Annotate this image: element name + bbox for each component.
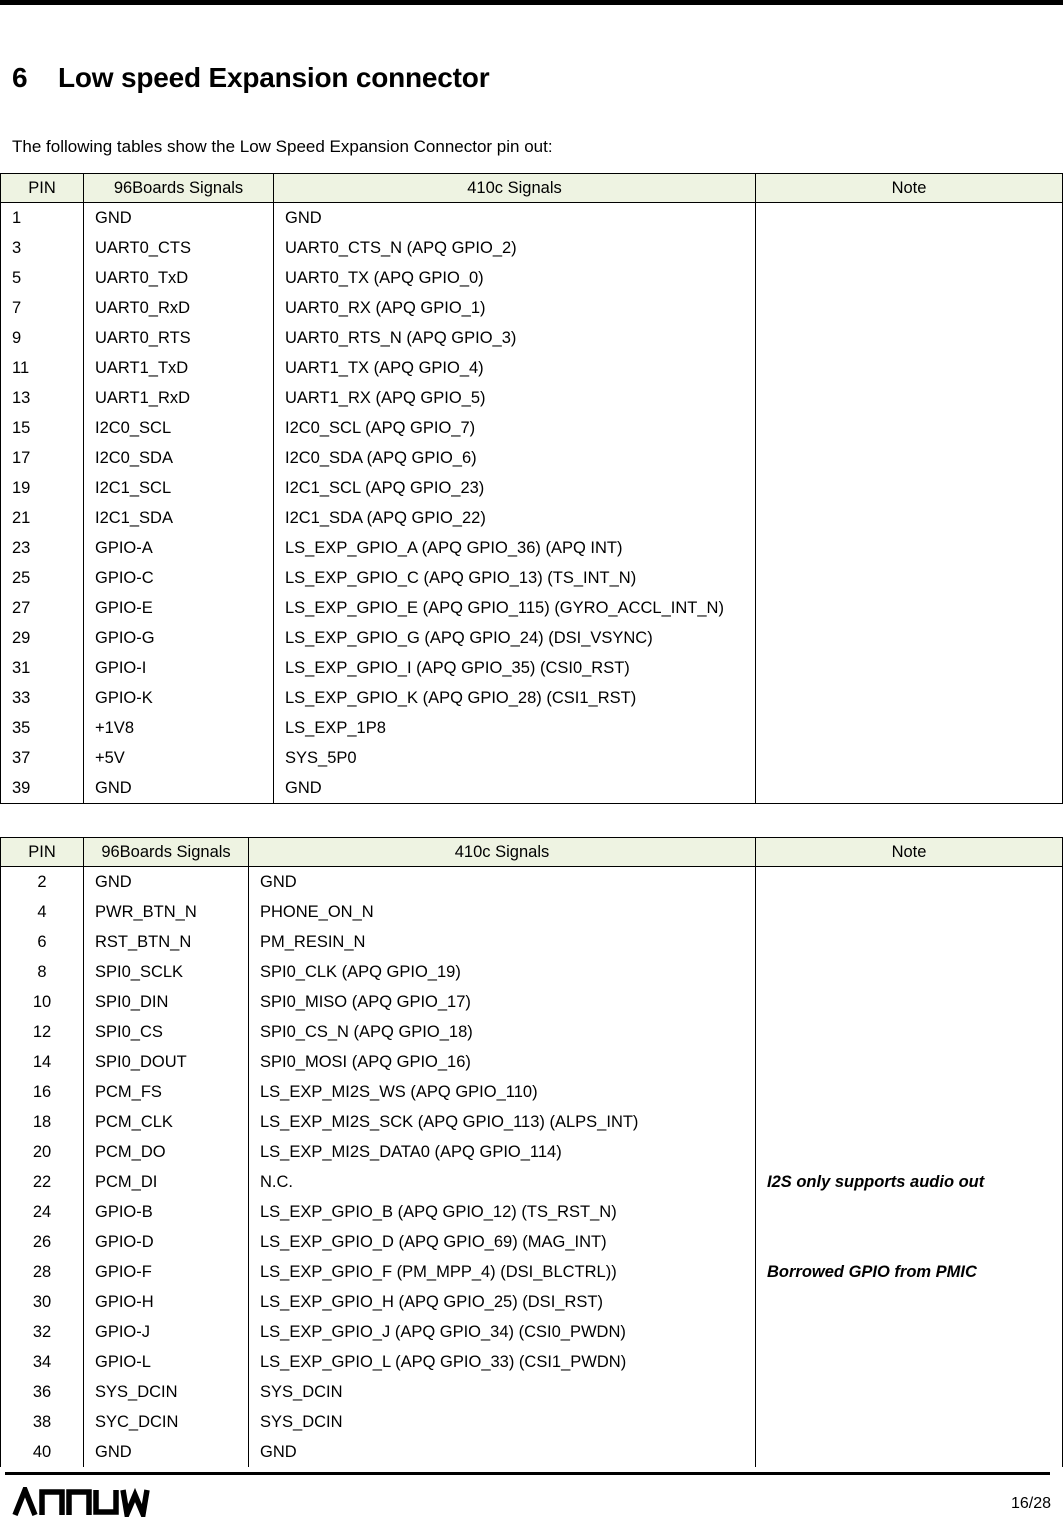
odd-pins-body bbox=[1, 203, 1063, 804]
soc-signal: LS_EXP_GPIO_A (APQ GPIO_36) (APQ INT) bbox=[274, 533, 756, 563]
soc-signal: LS_EXP_MI2S_DATA0 (APQ GPIO_114) bbox=[249, 1137, 756, 1167]
soc-signal: LS_EXP_GPIO_F (PM_MPP_4) (DSI_BLCTRL)) bbox=[249, 1257, 756, 1287]
boards-signal: SPI0_DIN bbox=[84, 987, 249, 1017]
note-cell bbox=[756, 1317, 1063, 1347]
even-pins-body bbox=[1, 867, 1063, 1468]
table-row bbox=[1, 1047, 1063, 1077]
pin-number: 1 bbox=[1, 203, 84, 234]
pin-number: 19 bbox=[1, 473, 84, 503]
pin-number: 2 bbox=[1, 867, 84, 898]
note-cell bbox=[756, 203, 1063, 234]
pin-number: 4 bbox=[1, 897, 84, 927]
soc-signal: LS_EXP_MI2S_SCK (APQ GPIO_113) (ALPS_INT) bbox=[249, 1107, 756, 1137]
soc-signal: LS_EXP_GPIO_J (APQ GPIO_34) (CSI0_PWDN) bbox=[249, 1317, 756, 1347]
table-row bbox=[1, 1167, 1063, 1197]
pin-number: 15 bbox=[1, 413, 84, 443]
pin-number: 6 bbox=[1, 927, 84, 957]
boards-signal: GND bbox=[84, 1437, 249, 1467]
section-heading bbox=[12, 62, 489, 94]
boards-signal: PCM_DO bbox=[84, 1137, 249, 1167]
table-row bbox=[1, 1317, 1063, 1347]
table-row bbox=[1, 473, 1063, 503]
boards-signal: I2C1_SDA bbox=[84, 503, 274, 533]
note-cell bbox=[756, 293, 1063, 323]
boards-signal: UART0_RTS bbox=[84, 323, 274, 353]
pin-number: 35 bbox=[1, 713, 84, 743]
boards-signal: GPIO-L bbox=[84, 1347, 249, 1377]
pin-number: 10 bbox=[1, 987, 84, 1017]
note-cell bbox=[756, 1407, 1063, 1437]
pin-number: 26 bbox=[1, 1227, 84, 1257]
boards-signal: GPIO-I bbox=[84, 653, 274, 683]
table-row bbox=[1, 1017, 1063, 1047]
soc-signal: UART0_CTS_N (APQ GPIO_2) bbox=[274, 233, 756, 263]
section-title: Low speed Expansion connector bbox=[58, 62, 490, 93]
boards-signal: I2C0_SDA bbox=[84, 443, 274, 473]
boards-signal: SYC_DCIN bbox=[84, 1407, 249, 1437]
soc-signal: SPI0_MISO (APQ GPIO_17) bbox=[249, 987, 756, 1017]
pin-number: 5 bbox=[1, 263, 84, 293]
table-row bbox=[1, 233, 1063, 263]
pin-number: 29 bbox=[1, 623, 84, 653]
pin-number: 27 bbox=[1, 593, 84, 623]
table-row bbox=[1, 1377, 1063, 1407]
pin-number: 14 bbox=[1, 1047, 84, 1077]
note-cell bbox=[756, 897, 1063, 927]
note-cell bbox=[756, 563, 1063, 593]
soc-signal: LS_EXP_GPIO_K (APQ GPIO_28) (CSI1_RST) bbox=[274, 683, 756, 713]
boards-signal: GND bbox=[84, 867, 249, 898]
note-cell bbox=[756, 263, 1063, 293]
pin-number: 25 bbox=[1, 563, 84, 593]
note-cell bbox=[756, 867, 1063, 898]
pin-number: 28 bbox=[1, 1257, 84, 1287]
table-row bbox=[1, 653, 1063, 683]
note-cell bbox=[756, 683, 1063, 713]
table-row bbox=[1, 743, 1063, 773]
header-410c-signals: 410c Signals bbox=[274, 174, 756, 203]
boards-signal: UART0_TxD bbox=[84, 263, 274, 293]
table-row bbox=[1, 987, 1063, 1017]
soc-signal: GND bbox=[274, 773, 756, 804]
pin-number: 9 bbox=[1, 323, 84, 353]
table-row bbox=[1, 413, 1063, 443]
soc-signal: LS_EXP_1P8 bbox=[274, 713, 756, 743]
pin-number: 21 bbox=[1, 503, 84, 533]
note-cell bbox=[756, 1197, 1063, 1227]
note-cell bbox=[756, 1347, 1063, 1377]
pin-number: 32 bbox=[1, 1317, 84, 1347]
note-cell: Borrowed GPIO from PMIC bbox=[756, 1257, 1063, 1287]
soc-signal: LS_EXP_GPIO_B (APQ GPIO_12) (TS_RST_N) bbox=[249, 1197, 756, 1227]
soc-signal: SYS_5P0 bbox=[274, 743, 756, 773]
pin-number: 40 bbox=[1, 1437, 84, 1467]
note-cell bbox=[756, 593, 1063, 623]
table-row bbox=[1, 683, 1063, 713]
header-96boards-signals: 96Boards Signals bbox=[84, 174, 274, 203]
table-row bbox=[1, 593, 1063, 623]
note-cell bbox=[756, 533, 1063, 563]
header-410c-signals: 410c Signals bbox=[249, 838, 756, 867]
note-cell bbox=[756, 773, 1063, 804]
table-row bbox=[1, 503, 1063, 533]
pin-number: 8 bbox=[1, 957, 84, 987]
boards-signal: GPIO-D bbox=[84, 1227, 249, 1257]
soc-signal: UART1_RX (APQ GPIO_5) bbox=[274, 383, 756, 413]
header-96boards-signals: 96Boards Signals bbox=[84, 838, 249, 867]
pin-number: 37 bbox=[1, 743, 84, 773]
soc-signal: UART0_RTS_N (APQ GPIO_3) bbox=[274, 323, 756, 353]
pin-number: 13 bbox=[1, 383, 84, 413]
soc-signal: LS_EXP_GPIO_G (APQ GPIO_24) (DSI_VSYNC) bbox=[274, 623, 756, 653]
even-pins-table bbox=[0, 837, 1063, 1467]
note-cell bbox=[756, 1017, 1063, 1047]
pin-number: 23 bbox=[1, 533, 84, 563]
note-cell bbox=[756, 927, 1063, 957]
boards-signal: UART1_RxD bbox=[84, 383, 274, 413]
soc-signal: LS_EXP_GPIO_E (APQ GPIO_115) (GYRO_ACCL_INT_N) bbox=[274, 593, 756, 623]
table-row bbox=[1, 1137, 1063, 1167]
pin-number: 11 bbox=[1, 353, 84, 383]
note-cell bbox=[756, 353, 1063, 383]
soc-signal: LS_EXP_GPIO_D (APQ GPIO_69) (MAG_INT) bbox=[249, 1227, 756, 1257]
note-cell bbox=[756, 383, 1063, 413]
boards-signal: +5V bbox=[84, 743, 274, 773]
arrow-logo bbox=[12, 1487, 150, 1522]
note-cell bbox=[756, 623, 1063, 653]
table-row bbox=[1, 623, 1063, 653]
soc-signal: LS_EXP_MI2S_WS (APQ GPIO_110) bbox=[249, 1077, 756, 1107]
soc-signal: I2C0_SCL (APQ GPIO_7) bbox=[274, 413, 756, 443]
arrow-logo-mark bbox=[12, 1487, 150, 1517]
table-row bbox=[1, 203, 1063, 234]
pin-number: 3 bbox=[1, 233, 84, 263]
note-cell bbox=[756, 743, 1063, 773]
table-row bbox=[1, 1287, 1063, 1317]
note-cell bbox=[756, 987, 1063, 1017]
boards-signal: PCM_FS bbox=[84, 1077, 249, 1107]
note-cell bbox=[756, 1107, 1063, 1137]
note-cell bbox=[756, 473, 1063, 503]
note-cell bbox=[756, 713, 1063, 743]
boards-signal: PCM_DI bbox=[84, 1167, 249, 1197]
soc-signal: I2C0_SDA (APQ GPIO_6) bbox=[274, 443, 756, 473]
header-note: Note bbox=[756, 174, 1063, 203]
soc-signal: SYS_DCIN bbox=[249, 1407, 756, 1437]
table-row bbox=[1, 533, 1063, 563]
boards-signal: GPIO-H bbox=[84, 1287, 249, 1317]
soc-signal: UART0_RX (APQ GPIO_1) bbox=[274, 293, 756, 323]
pin-number: 34 bbox=[1, 1347, 84, 1377]
note-cell: I2S only supports audio out bbox=[756, 1167, 1063, 1197]
soc-signal: SYS_DCIN bbox=[249, 1377, 756, 1407]
boards-signal: PWR_BTN_N bbox=[84, 897, 249, 927]
soc-signal: LS_EXP_GPIO_L (APQ GPIO_33) (CSI1_PWDN) bbox=[249, 1347, 756, 1377]
table-row bbox=[1, 773, 1063, 804]
pin-number: 31 bbox=[1, 653, 84, 683]
pin-number: 22 bbox=[1, 1167, 84, 1197]
boards-signal: I2C1_SCL bbox=[84, 473, 274, 503]
soc-signal: I2C1_SCL (APQ GPIO_23) bbox=[274, 473, 756, 503]
soc-signal: LS_EXP_GPIO_H (APQ GPIO_25) (DSI_RST) bbox=[249, 1287, 756, 1317]
table-row bbox=[1, 1107, 1063, 1137]
note-cell bbox=[756, 443, 1063, 473]
table-row bbox=[1, 353, 1063, 383]
header-pin: PIN bbox=[1, 838, 84, 867]
table-row bbox=[1, 1197, 1063, 1227]
note-cell bbox=[756, 233, 1063, 263]
table-row bbox=[1, 957, 1063, 987]
soc-signal: SPI0_MOSI (APQ GPIO_16) bbox=[249, 1047, 756, 1077]
table-row bbox=[1, 323, 1063, 353]
soc-signal: GND bbox=[249, 1437, 756, 1467]
footer-rule bbox=[5, 1472, 1050, 1475]
table-row bbox=[1, 927, 1063, 957]
boards-signal: +1V8 bbox=[84, 713, 274, 743]
boards-signal: GND bbox=[84, 773, 274, 804]
table-row bbox=[1, 1227, 1063, 1257]
note-cell bbox=[756, 1137, 1063, 1167]
boards-signal: UART1_TxD bbox=[84, 353, 274, 383]
boards-signal: GPIO-F bbox=[84, 1257, 249, 1287]
note-cell bbox=[756, 1077, 1063, 1107]
note-cell bbox=[756, 1287, 1063, 1317]
note-cell bbox=[756, 1437, 1063, 1467]
soc-signal: I2C1_SDA (APQ GPIO_22) bbox=[274, 503, 756, 533]
pin-number: 16 bbox=[1, 1077, 84, 1107]
note-cell bbox=[756, 1227, 1063, 1257]
pin-number: 33 bbox=[1, 683, 84, 713]
table-row bbox=[1, 563, 1063, 593]
boards-signal: GPIO-J bbox=[84, 1317, 249, 1347]
table-header-row bbox=[1, 838, 1063, 867]
boards-signal: GPIO-A bbox=[84, 533, 274, 563]
table-row bbox=[1, 1077, 1063, 1107]
boards-signal: GPIO-C bbox=[84, 563, 274, 593]
table-row bbox=[1, 713, 1063, 743]
table-row bbox=[1, 867, 1063, 898]
soc-signal: SPI0_CS_N (APQ GPIO_18) bbox=[249, 1017, 756, 1047]
boards-signal: GPIO-E bbox=[84, 593, 274, 623]
section-number: 6 bbox=[12, 62, 28, 93]
soc-signal: LS_EXP_GPIO_C (APQ GPIO_13) (TS_INT_N) bbox=[274, 563, 756, 593]
boards-signal: I2C0_SCL bbox=[84, 413, 274, 443]
table-header-row bbox=[1, 174, 1063, 203]
boards-signal: GPIO-K bbox=[84, 683, 274, 713]
pin-number: 39 bbox=[1, 773, 84, 804]
boards-signal: GPIO-G bbox=[84, 623, 274, 653]
table-row bbox=[1, 1257, 1063, 1287]
soc-signal: UART1_TX (APQ GPIO_4) bbox=[274, 353, 756, 383]
pin-number: 7 bbox=[1, 293, 84, 323]
note-cell bbox=[756, 323, 1063, 353]
soc-signal: N.C. bbox=[249, 1167, 756, 1197]
note-cell bbox=[756, 503, 1063, 533]
boards-signal: PCM_CLK bbox=[84, 1107, 249, 1137]
table-row bbox=[1, 263, 1063, 293]
boards-signal: SPI0_DOUT bbox=[84, 1047, 249, 1077]
boards-signal: UART0_RxD bbox=[84, 293, 274, 323]
note-cell bbox=[756, 1377, 1063, 1407]
soc-signal: GND bbox=[274, 203, 756, 234]
table-row bbox=[1, 1347, 1063, 1377]
pin-number: 20 bbox=[1, 1137, 84, 1167]
soc-signal: UART0_TX (APQ GPIO_0) bbox=[274, 263, 756, 293]
boards-signal: SPI0_SCLK bbox=[84, 957, 249, 987]
intro-text: The following tables show the Low Speed Expansion Connector pin out: bbox=[12, 137, 553, 156]
soc-signal: PM_RESIN_N bbox=[249, 927, 756, 957]
boards-signal: RST_BTN_N bbox=[84, 927, 249, 957]
boards-signal: UART0_CTS bbox=[84, 233, 274, 263]
soc-signal: GND bbox=[249, 867, 756, 898]
header-pin: PIN bbox=[1, 174, 84, 203]
note-cell bbox=[756, 957, 1063, 987]
boards-signal: GND bbox=[84, 203, 274, 234]
table-row bbox=[1, 897, 1063, 927]
top-rule bbox=[0, 0, 1063, 5]
pin-number: 18 bbox=[1, 1107, 84, 1137]
odd-pins-table bbox=[0, 173, 1063, 804]
note-cell bbox=[756, 653, 1063, 683]
boards-signal: SPI0_CS bbox=[84, 1017, 249, 1047]
pin-number: 30 bbox=[1, 1287, 84, 1317]
soc-signal: LS_EXP_GPIO_I (APQ GPIO_35) (CSI0_RST) bbox=[274, 653, 756, 683]
pin-number: 38 bbox=[1, 1407, 84, 1437]
soc-signal: PHONE_ON_N bbox=[249, 897, 756, 927]
boards-signal: SYS_DCIN bbox=[84, 1377, 249, 1407]
note-cell bbox=[756, 1047, 1063, 1077]
soc-signal: SPI0_CLK (APQ GPIO_19) bbox=[249, 957, 756, 987]
pin-number: 12 bbox=[1, 1017, 84, 1047]
page-number: 16/28 bbox=[1010, 1495, 1051, 1512]
table-row bbox=[1, 293, 1063, 323]
note-cell bbox=[756, 413, 1063, 443]
boards-signal: GPIO-B bbox=[84, 1197, 249, 1227]
table-row bbox=[1, 383, 1063, 413]
header-note: Note bbox=[756, 838, 1063, 867]
table-row bbox=[1, 1407, 1063, 1437]
pin-number: 17 bbox=[1, 443, 84, 473]
pin-number: 36 bbox=[1, 1377, 84, 1407]
table-row bbox=[1, 1437, 1063, 1467]
pin-number: 24 bbox=[1, 1197, 84, 1227]
table-row bbox=[1, 443, 1063, 473]
